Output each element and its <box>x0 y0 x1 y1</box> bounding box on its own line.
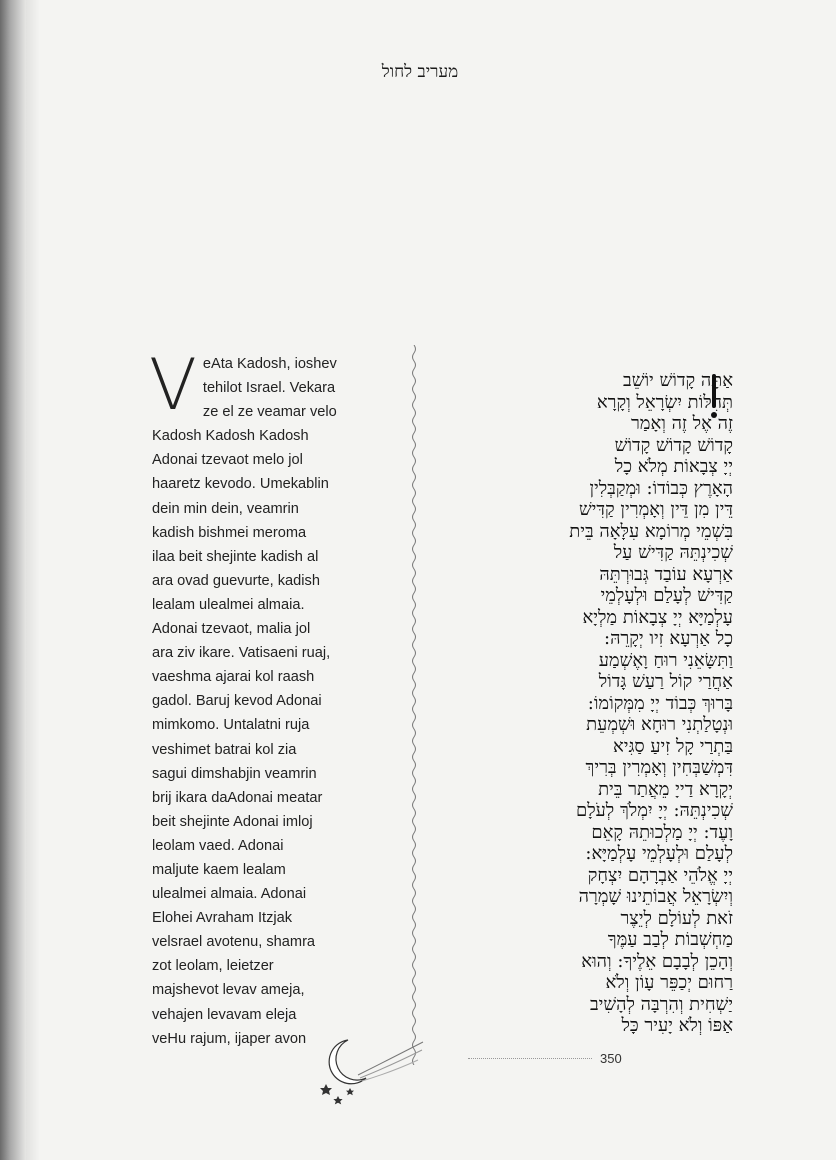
transliteration-line: velsrael avotenu, shamra <box>152 934 316 951</box>
hebrew-line: וְיִשְׂרָאֵל אֲבוֹתֵינוּ שָׁמְרָה <box>578 886 733 907</box>
footer-dotted-rule <box>468 1058 592 1059</box>
transliteration-line: ulealmei almaia. Adonai <box>152 886 307 903</box>
transliteration-line: Adonai tzevaot melo jol <box>152 452 303 469</box>
hebrew-line: אַפּוֹ וְלֹא יָעִיר כָּל <box>621 1015 733 1036</box>
page-number: 350 <box>600 1051 622 1066</box>
hebrew-line: בַּתְרַי קָל זִיעַ סַגִּיא <box>612 735 733 757</box>
hebrew-line: אַתָּה קָדוֹשׁ יוֹשֵׁב <box>623 370 733 391</box>
hebrew-line: וְהָכֵן לְבָבָם אֵלֶיךָ: וְהוּא <box>581 950 733 972</box>
wavy-column-divider <box>406 345 422 1065</box>
transliteration-line: ilaa beit shejinte kadish al <box>152 548 319 565</box>
hebrew-line: בִּשְׁמֵי מְרוֹמָא עִלָּאָה בֵּית <box>569 520 733 542</box>
hebrew-line: זֹאת לְעוֹלָם לְיֵצֶר <box>620 907 733 929</box>
transliteration-line: majshevot levav ameja, <box>152 982 305 999</box>
hebrew-line: יַשְׁחִית וְהִרְבָּה לְהָשִׁיב <box>590 993 733 1015</box>
hebrew-line: בָּרוּךְ כְּבוֹד יְיָ מִמְּקוֹמוֹ: <box>587 692 733 714</box>
transliteration-line: beit shejinte Adonai imloj <box>152 813 313 830</box>
drop-cap: V <box>149 344 197 426</box>
hebrew-line: וַתִּשָּׂאֵנִי רוּחַ וָאֶשְׁמַע <box>598 649 733 671</box>
hebrew-column <box>453 370 733 1037</box>
transliteration-line: ze el ze veamar velo <box>202 404 337 421</box>
hebrew-line: דִּמְשַׁבְּחִין וְאָמְרִין בְּרִיךְ <box>585 757 733 778</box>
transliteration-line: tehilot Israel. Vekara <box>202 380 336 397</box>
transliteration-line: veshimet batrai kol zia <box>152 741 297 758</box>
transliteration-line: leolam vaed. Adonai <box>152 837 284 854</box>
running-header: מעריב לחול <box>381 62 459 82</box>
hebrew-line: אַרְעָא עוֹבַד גְּבוּרְתֵּהּ <box>599 563 733 585</box>
transliteration-line: eAta Kadosh, ioshev <box>202 356 337 372</box>
hebrew-line: קָדוֹשׁ קָדוֹשׁ קָדוֹשׁ <box>614 434 733 456</box>
transliteration-column <box>149 344 342 1051</box>
hebrew-line: אַחֲרַי קוֹל רַעַשׁ גָּדוֹל <box>598 671 733 692</box>
binding-shadow <box>0 0 26 1160</box>
hebrew-line: מַחְשְׁבוֹת לְבַב עַמֶּךָ <box>607 929 733 950</box>
hebrew-line: כָל אַרְעָא זִיו יְקָרֵהּ: <box>604 628 733 649</box>
transliteration-line: ara ovad guevurte, kadish <box>152 572 320 589</box>
transliteration-line: zot leolam, leietzer <box>152 958 274 975</box>
hebrew-line: יְיָ אֱלֹהֵי אַבְרָהָם יִצְחָק <box>587 864 733 886</box>
hebrew-line: הָאָרֶץ כְּבוֹדוֹ: וּמְקַבְּלִין <box>589 477 733 499</box>
hebrew-line: שְׁכִינְתֵּהּ קַדִּישׁ עַל <box>613 542 733 563</box>
hebrew-line: שְׁכִינְתֵּהּ: יְיָ יִמְלֹךְ לְעֹלָם <box>575 800 733 821</box>
transliteration-line: maljute kaem lealam <box>152 861 286 878</box>
transliteration-line: ara ziv ikare. Vatisaeni ruaj, <box>152 645 331 662</box>
hebrew-line: דֵּין מִן דֵּין וְאָמְרִין קַדִּישׁ <box>578 499 733 520</box>
transliteration-line: gadol. Baruj kevod Adonai <box>152 693 322 710</box>
transliteration-line: brij ikara daAdonai meatar <box>152 789 323 806</box>
hebrew-line: יְיָ צְבָאוֹת מְלֹא כָל <box>614 456 733 477</box>
transliteration-line: lealam ulealmei almaia. <box>152 596 305 613</box>
transliteration-line: vehajen levavam eleja <box>152 1006 297 1023</box>
hebrew-line: לְעָלַם וּלְעָלְמֵי עָלְמַיָּא: <box>585 843 733 864</box>
hebrew-line: עָלְמַיָּא יְיָ צְבָאוֹת מַלְיָא <box>582 606 733 628</box>
transliteration-line: veHu rajum, ijaper avon <box>152 1030 307 1047</box>
transliteration-line: Elohei Avraham Itzjak <box>152 910 293 927</box>
page-gutter <box>26 0 40 1160</box>
transliteration-line: Adonai tzevaot, malia jol <box>152 621 311 638</box>
hebrew-line: תְּהִלּוֹת יִשְׂרָאֵל וְקָרָא <box>596 391 733 413</box>
transliteration-line: dein min dein, veamrin <box>152 500 299 517</box>
hebrew-line: וּנְטָלַתְנִי רוּחָא וּשְׁמְעֵת <box>586 714 733 735</box>
transliteration-line: mimkomo. Untalatni ruja <box>152 717 310 734</box>
transliteration-line: vaeshma ajarai kol raash <box>152 669 315 686</box>
transliteration-line: sagui dimshabjin veamrin <box>152 765 317 782</box>
transliteration-line: kadish bishmei meroma <box>152 524 307 541</box>
transliteration-line: Kadosh Kadosh Kadosh <box>152 428 309 445</box>
moon-and-stars-ornament-icon <box>318 1030 428 1110</box>
transliteration-line: haaretz kevodo. Umekablin <box>152 476 329 493</box>
hebrew-line: קַדִּישׁ לְעָלַם וּלְעָלְמֵי <box>600 585 733 606</box>
hebrew-line: זֶה אֶל זֶה וְאָמַר <box>630 413 733 434</box>
hebrew-line: וָעֶד: יְיָ מַלְכוּתֵהּ קָאֵם <box>591 821 733 843</box>
hebrew-line: רַחוּם יְכַפֵּר עָוֹן וְלֹא <box>605 972 733 993</box>
hebrew-line: יְקָרָא דַייָ מֵאֲתַר בֵּית <box>598 778 733 800</box>
